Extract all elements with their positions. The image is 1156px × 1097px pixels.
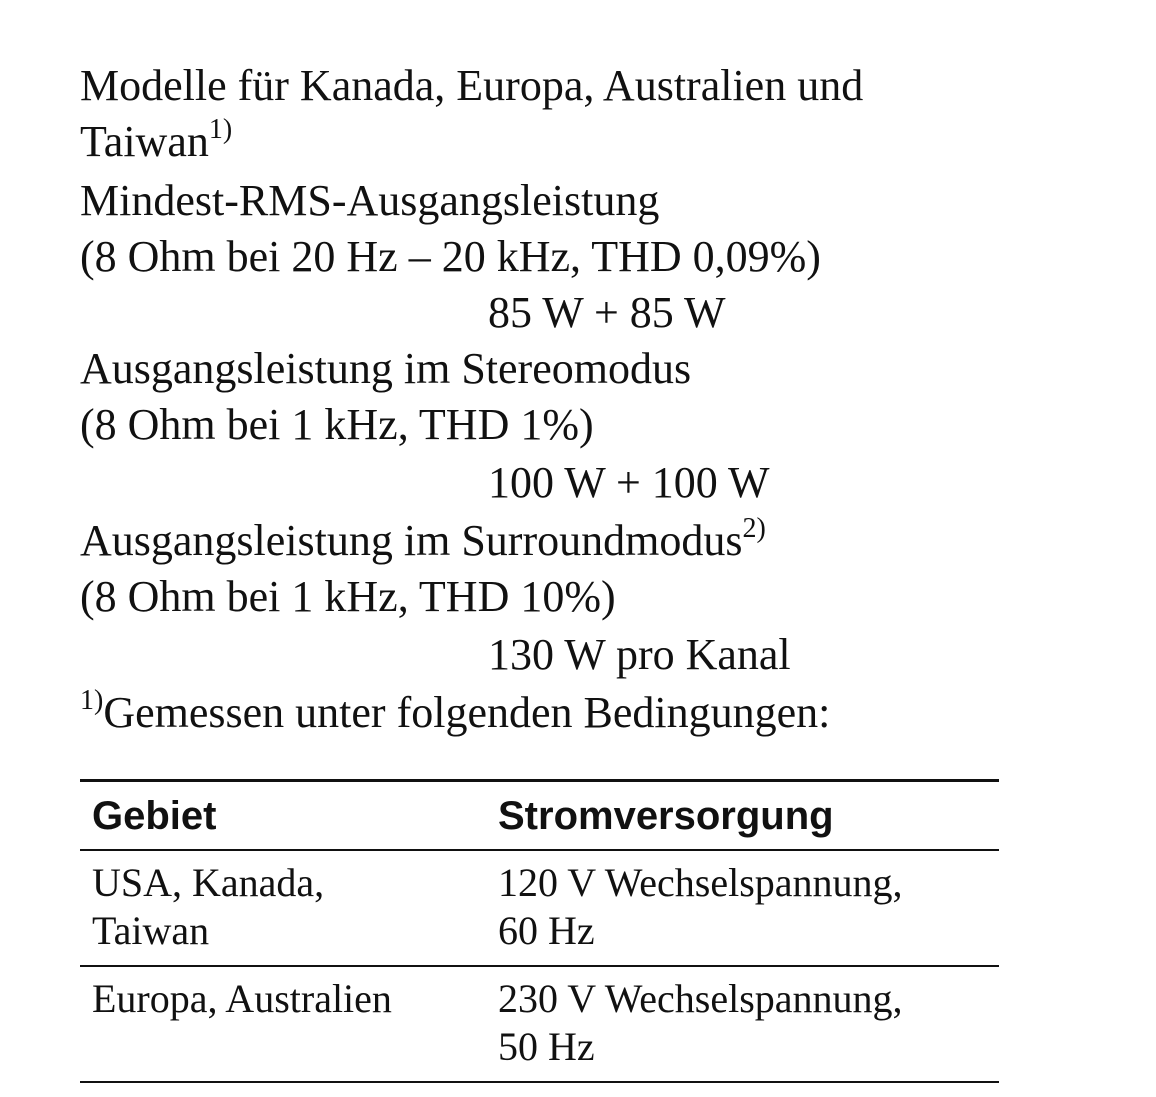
footnote-ref-2: 2) xyxy=(742,513,766,545)
spec-value: 100 W + 100 W xyxy=(488,458,770,507)
region-line: Europa, Australien xyxy=(92,976,392,1021)
spec-value: 130 W pro Kanal xyxy=(488,630,791,679)
power-line: 230 V Wechselspannung, xyxy=(498,976,903,1021)
table-cell-power xyxy=(498,966,999,1082)
region-line: USA, Kanada, xyxy=(92,860,325,905)
table-row xyxy=(80,966,999,1082)
spec-label: Mindest-RMS-Ausgangsleistung xyxy=(80,176,660,225)
section-heading-line1: Modelle für Kanada, Europa, Australien und xyxy=(80,61,864,110)
spec-label: Ausgangsleistung im Stereomodus xyxy=(80,344,692,393)
spec-condition: (8 Ohm bei 1 kHz, THD 1%) xyxy=(80,400,594,449)
table-cell-power xyxy=(498,850,999,966)
region-line: Taiwan xyxy=(92,908,210,953)
footnote-text: Gemessen unter folgenden Bedingungen: xyxy=(103,688,831,737)
column-header-power: Stromversorgung xyxy=(498,781,999,851)
spec-condition: (8 Ohm bei 1 kHz, THD 10%) xyxy=(80,572,616,621)
power-line: 50 Hz xyxy=(498,1024,595,1069)
table-row xyxy=(80,850,999,966)
table-cell-region xyxy=(80,966,498,1082)
spec-section xyxy=(80,58,1000,741)
spec-condition: (8 Ohm bei 20 Hz – 20 kHz, THD 0,09%) xyxy=(80,232,821,281)
column-header-region: Gebiet xyxy=(80,781,498,851)
section-heading-line2 xyxy=(80,114,1000,170)
footnote-mark: 1) xyxy=(80,685,104,717)
footnote xyxy=(80,685,1000,741)
section-heading-text: Taiwan xyxy=(80,117,209,166)
spec-label: Ausgangsleistung im Surroundmodus xyxy=(80,516,743,565)
spec-value: 85 W + 85 W xyxy=(488,288,726,337)
section-heading xyxy=(80,58,1000,114)
power-supply-table xyxy=(80,779,999,1083)
power-line: 60 Hz xyxy=(498,908,595,953)
table-header-row xyxy=(80,781,999,851)
footnote-ref-1: 1) xyxy=(208,114,233,146)
power-line: 120 V Wechselspannung, xyxy=(498,860,903,905)
table-cell-region xyxy=(80,850,498,966)
spec-label-surround xyxy=(80,513,1000,569)
